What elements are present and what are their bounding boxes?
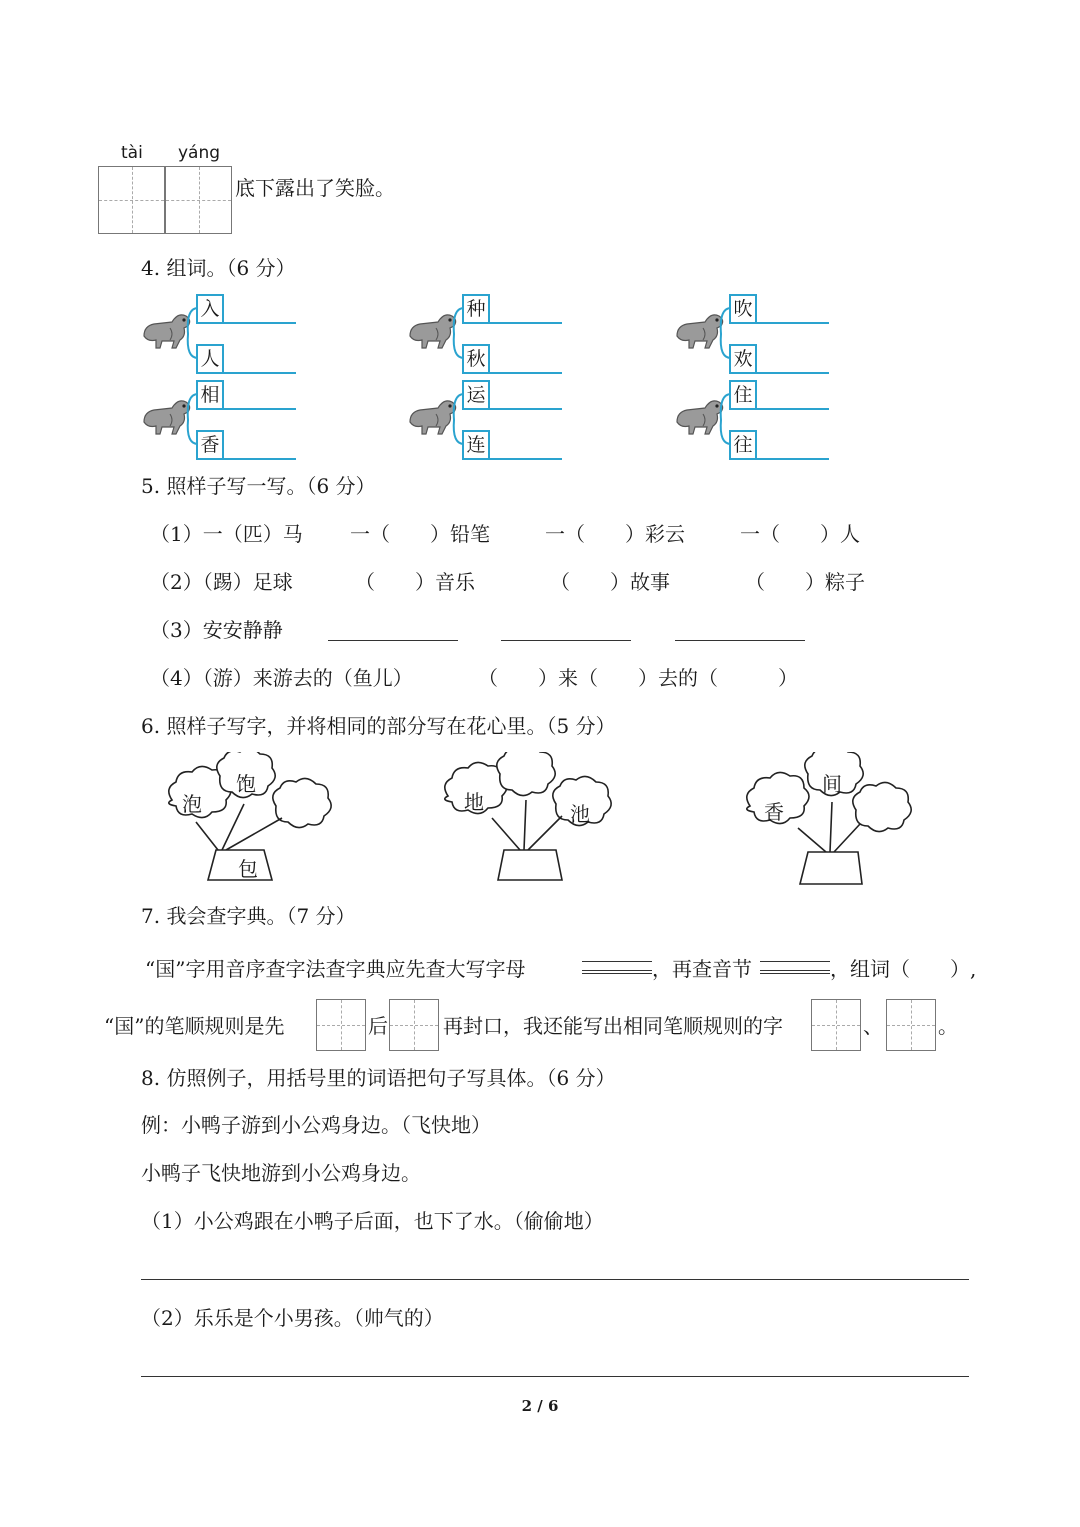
answer-line[interactable] — [757, 372, 829, 374]
flower-diagram — [440, 752, 620, 887]
q7-syllable-answer[interactable] — [760, 961, 830, 971]
char-box: 秋 — [462, 344, 490, 374]
char-box: 种 — [462, 294, 490, 324]
q5-row4-example: （4）（游）来游去的（鱼儿） — [150, 666, 413, 690]
answer-box-tai[interactable] — [98, 166, 165, 234]
char-box: 往 — [729, 430, 757, 460]
word-group-1 — [140, 292, 300, 376]
q8-example: 例：小鸭子游到小公鸡身边。（飞快地） — [141, 1113, 491, 1137]
q8-item-2: （2）乐乐是个小男孩。（帅气的） — [141, 1306, 444, 1330]
char-box: 运 — [462, 380, 490, 410]
q8-answer-line-1[interactable] — [141, 1279, 969, 1280]
char-box: 人 — [196, 344, 224, 374]
q7-line2-text: 后 — [368, 1014, 388, 1038]
stroke-box[interactable] — [389, 999, 439, 1051]
answer-line[interactable] — [757, 322, 829, 324]
petal-char: 地 — [464, 790, 484, 814]
q5-row1-item[interactable]: 一（ ）人 — [740, 522, 860, 546]
petal-char: 香 — [764, 800, 784, 824]
answer-line[interactable] — [757, 408, 829, 410]
word-group-4 — [140, 378, 300, 462]
q5-answer-line[interactable] — [328, 640, 458, 641]
char-box: 相 — [196, 380, 224, 410]
q7-line1-text: ，再查音节 — [652, 957, 752, 981]
q5-row2-item[interactable]: （ ）音乐 — [355, 570, 475, 594]
answer-line[interactable] — [224, 408, 296, 410]
q8-title: 8. 仿照例子，用括号里的词语把句子写具体。（6 分） — [141, 1066, 616, 1090]
answer-line[interactable] — [224, 372, 296, 374]
char-box: 连 — [462, 430, 490, 460]
word-group-2 — [406, 292, 566, 376]
q5-answer-line[interactable] — [501, 640, 631, 641]
petal-char: 饱 — [236, 772, 256, 796]
char-box: 入 — [196, 294, 224, 324]
answer-line[interactable] — [490, 408, 562, 410]
q6-title: 6. 照样子写字，并将相同的部分写在花心里。（5 分） — [141, 714, 616, 738]
q7-line2-text: 再封口，我还能写出相同笔顺规则的字 — [443, 1014, 783, 1038]
q8-item-1: （1）小公鸡跟在小鸭子后面，也下了水。（偷偷地） — [141, 1209, 604, 1233]
q5-row2-item[interactable]: （ ）故事 — [550, 570, 670, 594]
q7-title: 7. 我会查字典。（7 分） — [141, 904, 356, 928]
flower-pot-1 — [160, 752, 340, 887]
q8-answer-line-2[interactable] — [141, 1376, 969, 1377]
answer-line[interactable] — [490, 458, 562, 460]
q7-syllable-answer-line — [760, 973, 830, 974]
q7-line1-text: “国”字用音序查字法查字典应先查大写字母 — [145, 957, 526, 981]
flower-pot-3 — [742, 752, 922, 887]
q3-sentence-tail: 底下露出了笑脸。 — [235, 176, 395, 200]
q5-row3-example: （3）安安静静 — [150, 618, 283, 642]
q5-answer-line[interactable] — [675, 640, 805, 641]
q5-row1-item[interactable]: 一（ ）铅笔 — [350, 522, 490, 546]
q8-example-answer: 小鸭子飞快地游到小公鸡身边。 — [141, 1161, 421, 1185]
answer-line[interactable] — [490, 322, 562, 324]
answer-line[interactable] — [490, 372, 562, 374]
q7-line2-text: “国”的笔顺规则是先 — [104, 1014, 285, 1038]
char-box: 欢 — [729, 344, 757, 374]
stroke-box[interactable] — [316, 999, 366, 1051]
pot-char: 包 — [238, 857, 258, 881]
pinyin-yang: yáng — [178, 143, 221, 163]
answer-line[interactable] — [224, 322, 296, 324]
q5-row2-example: （2）（踢）足球 — [150, 570, 293, 594]
q7-line2-text: 、 — [863, 1014, 883, 1038]
q4-title: 4. 组词。（6 分） — [141, 256, 296, 280]
q5-row2-item[interactable]: （ ）粽子 — [745, 570, 865, 594]
q7-letter-answer-line — [582, 973, 652, 974]
word-group-5 — [406, 378, 566, 462]
q5-row1-item[interactable]: 一（ ）彩云 — [545, 522, 685, 546]
q7-letter-answer[interactable] — [582, 961, 652, 971]
answer-line[interactable] — [757, 458, 829, 460]
q7-line1-text[interactable]: ，组词（ ）, — [830, 957, 977, 981]
q5-row1-example: （1）一（匹）马 — [150, 522, 303, 546]
pinyin-tai: tài — [121, 143, 143, 163]
answer-line[interactable] — [224, 458, 296, 460]
word-group-6 — [673, 378, 833, 462]
q5-title: 5. 照样子写一写。（6 分） — [141, 474, 376, 498]
char-box: 香 — [196, 430, 224, 460]
page-number: 2 / 6 — [521, 1397, 559, 1415]
word-group-3 — [673, 292, 833, 376]
q5-row4-item[interactable]: （ ）来（ ）去的（ ） — [478, 666, 798, 690]
char-answer-box[interactable] — [811, 999, 861, 1051]
petal-char: 池 — [570, 802, 590, 826]
char-answer-box[interactable] — [886, 999, 936, 1051]
char-box: 吹 — [729, 294, 757, 324]
answer-box-yang[interactable] — [165, 166, 232, 234]
petal-char: 泡 — [182, 792, 202, 816]
q7-line2-text: 。 — [938, 1014, 958, 1038]
petal-char: 间 — [822, 772, 842, 796]
flower-pot-2 — [440, 752, 620, 887]
char-box: 住 — [729, 380, 757, 410]
